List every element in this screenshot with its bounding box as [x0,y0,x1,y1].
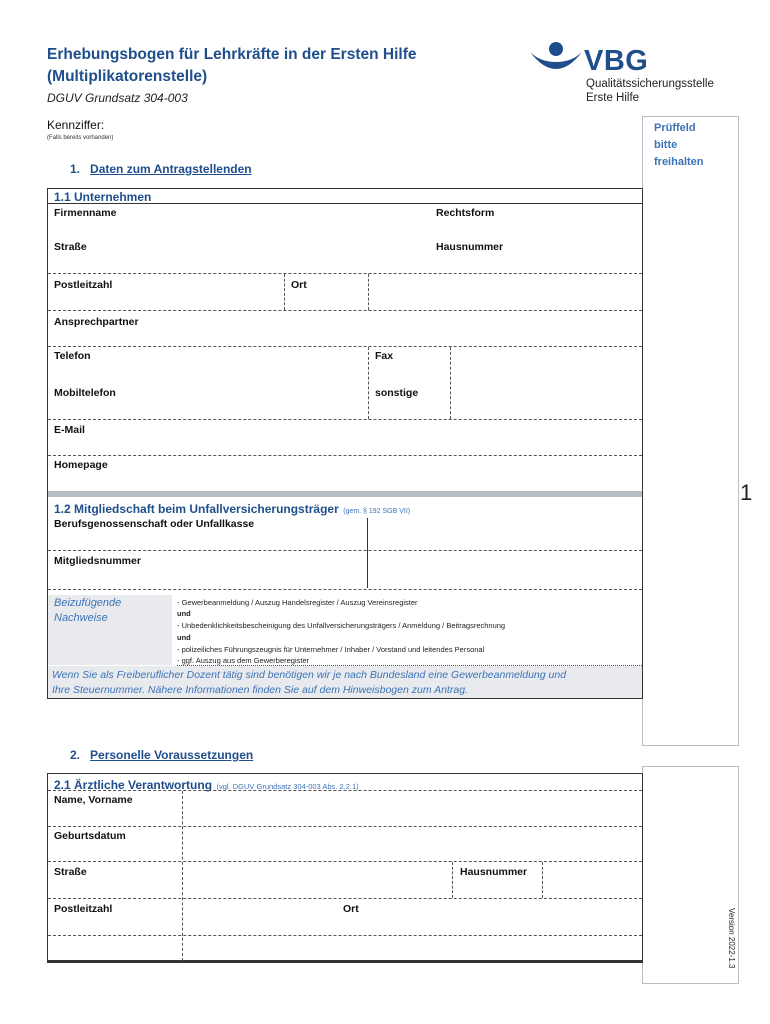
homepage-label[interactable]: Homepage [54,459,108,471]
firmenname-label[interactable]: Firmenname [54,207,117,219]
sonstige-label[interactable]: sonstige [375,387,419,399]
prueffeld-box-bottom [643,766,739,984]
ansprechpartner-label[interactable]: Ansprechpartner [54,316,139,328]
mitgliedsnummer-label[interactable]: Mitgliedsnummer [54,555,141,567]
sub21-heading [54,776,359,794]
row-divider [48,826,642,827]
col-divider [450,347,451,419]
document-title-line2: (Multiplikatorenstelle) [47,68,208,85]
sub21-title-note: (vgl. DGUV Grundsatz 304-003 Abs. 2.2.1) [216,782,359,791]
section2-title: Personelle Voraussetzungen [90,748,254,762]
col-divider [452,862,453,898]
document-title-line1: Erhebungsbogen für Lehrkräfte in der Ersten Hilfe [47,46,417,63]
strasse2-label[interactable]: Straße [54,866,87,878]
page-number: 1 [740,480,753,505]
sub12-title: 1.2 Mitgliedschaft beim Unfallversicherungsträger [54,502,339,516]
section2-number: 2. [70,748,81,762]
col-divider [368,347,369,419]
row-divider [48,550,642,551]
section-separator [48,491,642,497]
section1-number: 1. [70,162,81,176]
row-divider [48,589,642,590]
section2-heading [70,748,253,762]
row-divider [48,898,642,899]
nachweise-label2: Nachweise [54,612,108,624]
row-divider [48,419,642,420]
geburtsdatum-label[interactable]: Geburtsdatum [54,830,126,842]
postleitzahl2-label[interactable]: Postleitzahl [54,903,113,915]
col-divider [367,518,368,588]
nachweise-label1: Beizufügende [54,597,122,609]
ort-label[interactable]: Ort [291,279,307,291]
hausnummer2-label[interactable]: Hausnummer [460,866,528,878]
version-label: Version 2022-1.3 [727,908,736,969]
hinweis-line1: Wenn Sie als Freiberuflicher Dozent tätig sind benötigen wir je nach Bundesland eine Gewerbeanmeldung und [52,669,567,681]
logo-line1: Qualitätssicherungsstelle [586,78,714,90]
postleitzahl-label[interactable]: Postleitzahl [54,279,113,291]
email-label[interactable]: E-Mail [54,424,85,436]
row-divider [48,273,642,274]
prueffeld-box-top [643,116,739,746]
kennziffer-label: Kennziffer: [47,118,105,132]
nachweis-item: - Gewerbeanmeldung / Auszug Handelsregister / Auszug Vereinsregister [177,598,418,607]
hausnummer-label[interactable]: Hausnummer [436,241,504,253]
section1-title: Daten zum Antragstellenden [90,162,252,176]
nachweis-und: und [177,609,191,618]
row-divider [48,790,642,791]
logo-brand: VBG [584,45,649,77]
row-divider [48,935,642,936]
fax-label[interactable]: Fax [375,350,394,362]
sub12-heading [54,500,410,518]
sub12-title-note: (gem. § 192 SGB VII) [343,508,411,515]
nachweis-item: - ggf. Auszug aus dem Gewerberegister [177,656,310,665]
row-divider [48,455,642,456]
hinweis-line2: Ihre Steuernummer. Nähere Informationen finden Sie auf dem Hinweisbogen zum Antrag. [52,684,468,696]
nachweis-item: - polizeiliches Führungszeugnis für Unternehmer / Inhaber / Vorstand und leitendes Personal [177,645,485,654]
sub11-title-rule [48,203,642,204]
vbg-logo-icon [528,40,588,80]
kennziffer-note: (Falls bereits vorhanden) [47,135,114,141]
section1-heading [70,162,252,176]
logo-line2: Erste Hilfe [586,92,640,104]
telefon-label[interactable]: Telefon [54,350,91,362]
sub21-title: 2.1 Ärztliche Verantwortung [54,778,213,792]
row-divider [48,346,642,347]
strasse-label[interactable]: Straße [54,241,87,253]
col-divider [284,274,285,310]
prueffeld-line3: freihalten [654,156,704,168]
nachweis-item: - Unbedenklichkeitsbescheinigung des Unfallversicherungsträgers / Anmeldung / Beitragsrechnung [177,621,506,630]
row-divider [48,861,642,862]
mobiltelefon-label[interactable]: Mobiltelefon [54,387,116,399]
document-subtitle: DGUV Grundsatz 304-003 [47,91,188,105]
nachweis-und: und [177,633,191,642]
ort2-label[interactable]: Ort [343,903,359,915]
sub11-title: 1.1 Unternehmen [54,190,152,204]
bg-label[interactable]: Berufsgenossenschaft oder Unfallkasse [54,518,255,530]
rechtsform-label[interactable]: Rechtsform [436,207,495,219]
row-divider [48,310,642,311]
col-divider [368,274,369,310]
prueffeld-line1: Prüffeld [654,122,696,134]
col-divider [542,862,543,898]
prueffeld-line2: bitte [654,139,678,151]
name-label[interactable]: Name, Vorname [54,794,133,806]
